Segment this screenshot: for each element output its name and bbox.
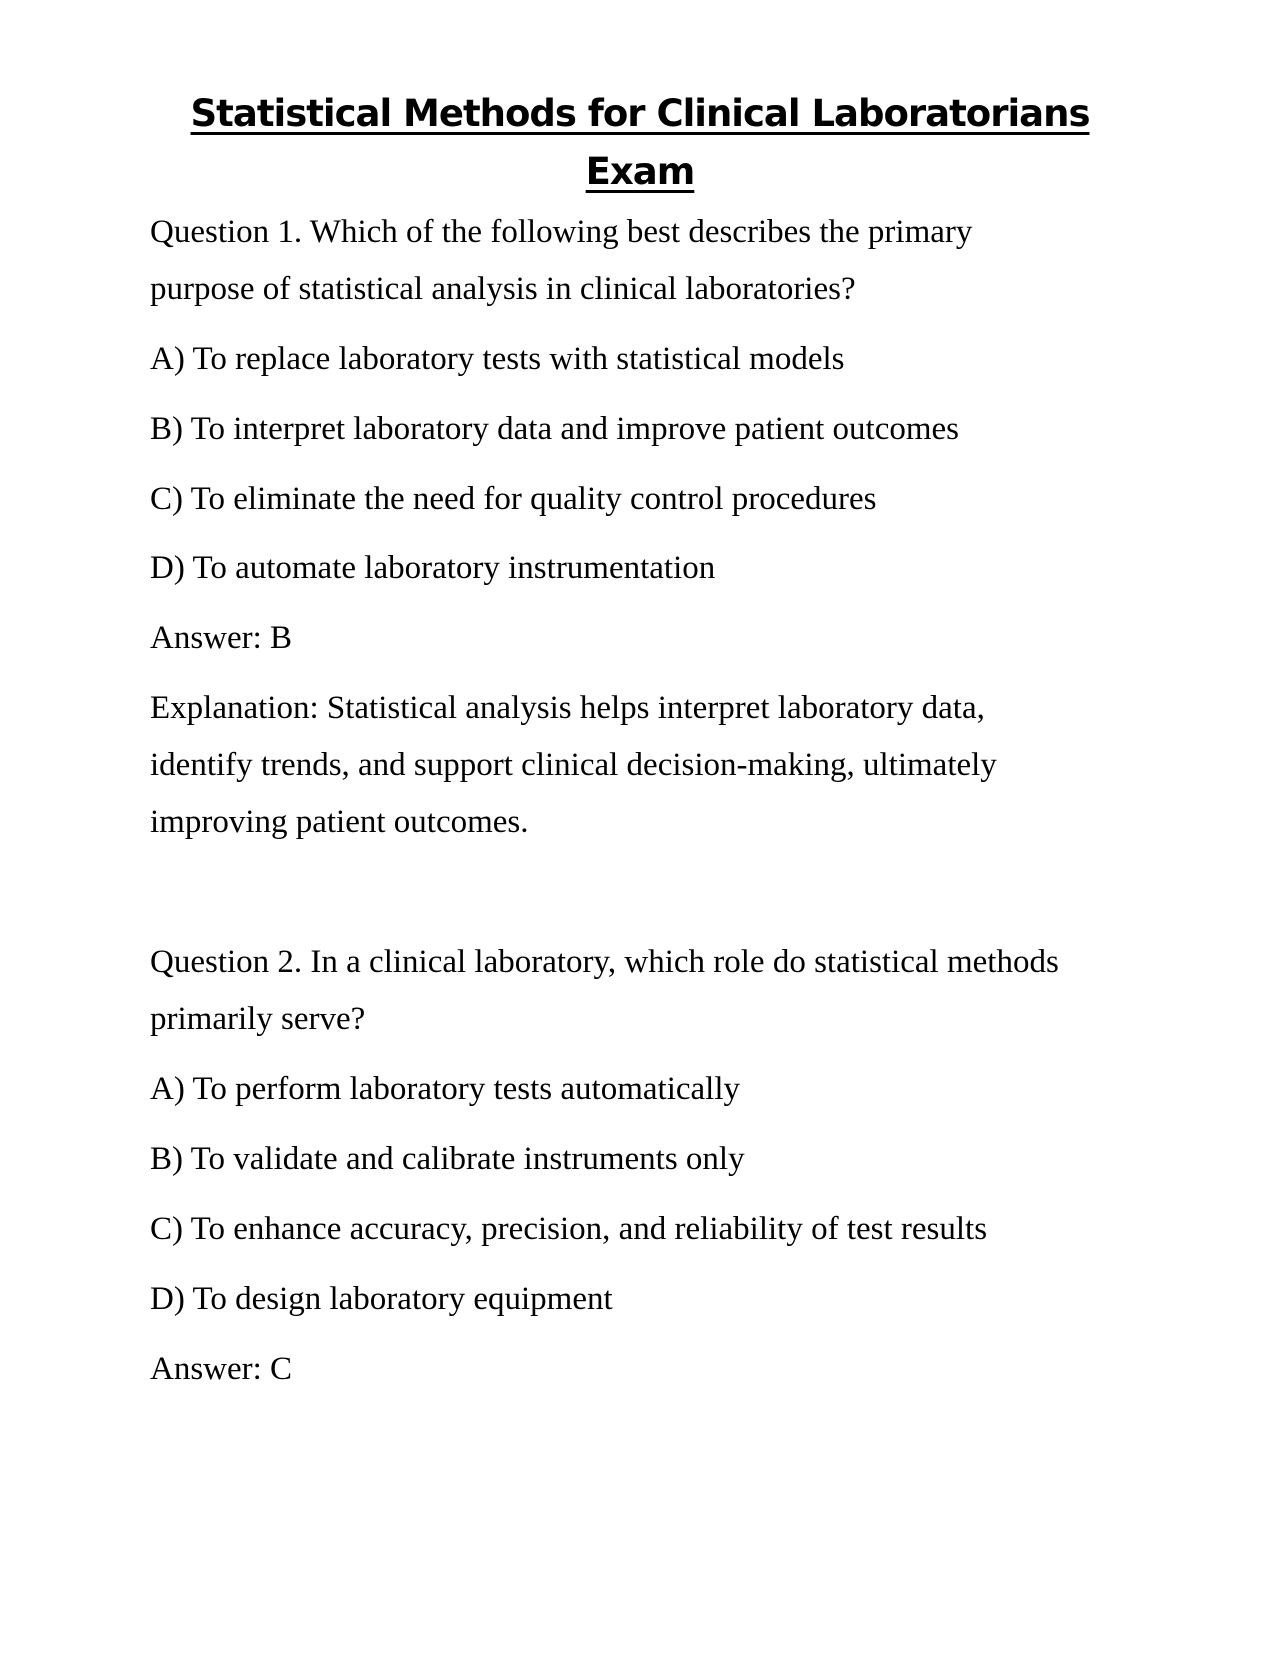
question-1-text-line-1: Question 1. Which of the following best describes the primary <box>150 214 973 250</box>
question-1-option-d: D) To automate laboratory instrumentation <box>150 550 716 586</box>
question-2-option-a: A) To perform laboratory tests automatically <box>150 1071 740 1107</box>
question-2-text-line-1: Question 2. In a clinical laboratory, which role do statistical methods <box>150 944 1059 980</box>
question-1-explanation-line-2: identify trends, and support clinical decision-making, ultimately <box>150 747 997 783</box>
question-1-option-b: B) To interpret laboratory data and improve patient outcomes <box>150 411 959 447</box>
document-title-line-2: Exam <box>585 150 695 193</box>
question-1-text-line-2: purpose of statistical analysis in clinical laboratories? <box>150 271 856 307</box>
document-title-line-1: Statistical Methods for Clinical Laboratorians <box>190 92 1090 135</box>
question-1-explanation-line-3: improving patient outcomes. <box>150 804 529 840</box>
question-1-answer: Answer: B <box>150 620 293 656</box>
question-2-text-line-2: primarily serve? <box>150 1001 366 1037</box>
question-2-option-d: D) To design laboratory equipment <box>150 1281 613 1317</box>
question-2-option-c: C) To enhance accuracy, precision, and reliability of test results <box>150 1211 988 1247</box>
question-1-option-a: A) To replace laboratory tests with statistical models <box>150 341 845 377</box>
question-2-option-b: B) To validate and calibrate instruments only <box>150 1141 745 1177</box>
question-1-option-c: C) To eliminate the need for quality control procedures <box>150 481 877 517</box>
question-1-explanation-line-1: Explanation: Statistical analysis helps interpret laboratory data, <box>150 690 985 726</box>
question-2-answer: Answer: C <box>150 1351 293 1387</box>
